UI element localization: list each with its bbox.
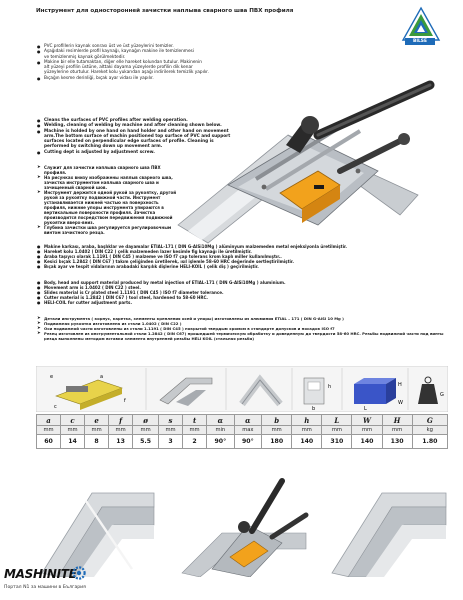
russian-description — [36, 165, 181, 235]
list-item: ● HELI-COIL for cutter adjustment parts. — [36, 300, 446, 305]
list-item: ● Makine bir elle tutamaktan, diğer elle hareket kolundan tutulur. Makinenin — [36, 60, 232, 65]
list-item: ➤ На рисунках внизу изображены наплыв сварного шва, зачистка инструментом наплыва сварного шва и зачищенный сварной шов. — [36, 175, 181, 190]
gear-icon — [72, 566, 86, 580]
label-W: W — [398, 400, 403, 406]
machine-on-profile-photo — [176, 473, 312, 577]
value-cell: 5.5 — [133, 435, 159, 449]
value-cell: 140 — [292, 435, 322, 449]
label-h: h — [328, 384, 332, 390]
table-row-units — [37, 426, 448, 435]
unit-cell: mm — [322, 426, 352, 435]
unit-cell: mm — [183, 426, 207, 435]
list-item: ● Cutter material is 1.2842 ( DIN C67 ) tool steel, hardened to 58-60 HRC. — [36, 295, 446, 300]
label-L: L — [364, 406, 367, 412]
label-f: f — [124, 398, 126, 404]
unit-cell: mm — [37, 426, 61, 435]
label-a: a — [100, 374, 104, 380]
symbol-cell: α — [234, 415, 262, 426]
value-cell: 14 — [61, 435, 85, 449]
symbol-cell: s — [159, 415, 183, 426]
value-cell: 1.80 — [412, 435, 447, 449]
symbol-cell: c — [61, 415, 85, 426]
symbol-cell: t — [183, 415, 207, 426]
symbol-cell: ø — [133, 415, 159, 426]
list-item: ● Body, head and support material produced by metal injection of ETIAL-171 ( DIN G-AlSi10Mg ) aluminium. — [36, 280, 446, 285]
list-item: ● Machine is holded by one hand on hand holder and other hand on movement arm.The bottom surface of machin positioned top surface of PVC and support surfaces located on perpendicular edge surfaces of profile. Cleaning is performed by switching down up movement arm. — [36, 129, 232, 150]
value-cell: 90° — [234, 435, 262, 449]
table-row-symbols — [37, 415, 448, 426]
symbol-cell: L — [322, 415, 352, 426]
list-item: ● Aşağıdaki resimlerde profil kaynağı, kaynağın makine ile temizlenmesi — [36, 49, 232, 54]
turkish-materials — [36, 244, 446, 269]
russian-materials — [36, 317, 456, 342]
list-item-continued: alt yüzeyi profilin üstüne, alttaki dayama yüzeylerde profilin dik kenar — [44, 65, 193, 71]
welded-corner-photo — [36, 473, 160, 577]
list-item: ➤ Служит для зачистки наплыва сварного шва ПВХ профиля. — [36, 165, 181, 175]
logo-wordmark: BILSE — [405, 38, 435, 45]
value-cell: 90° — [207, 435, 235, 449]
list-item: ➤ Инструмент держится одной рукой за рукоятку, другой рукой за рукоятку подвижной части. Инструмент устанавливается нижней частью на поверхность профиля, нижние упоры инструмента упираются в вертикальные поверхности профиля. Зачистка производится посредством передвижения подвижной рукоятки вверх-вниз. — [36, 190, 181, 225]
value-cell: 140 — [352, 435, 382, 449]
unit-cell: kg — [412, 426, 447, 435]
list-item: ● Movement arm is 1.0402 ( DIN C22 ) steel. — [36, 285, 446, 290]
value-cell: 3 — [159, 435, 183, 449]
symbol-cell: f — [109, 415, 133, 426]
list-item: ● Slides material is Cr plated steel 1.1191 ( DIN C45 ) ISO f7 diameter tolerance. — [36, 290, 446, 295]
dimension-diagrams — [36, 366, 448, 412]
list-item: ● Kesici bıçak 1.2842 ( DIN C67 ) takım çeliğinden üretilerek, ısıl işlemle 58-60 HRC değerinde sertleştirilmiştir. — [36, 259, 446, 264]
value-cell: 8 — [85, 435, 109, 449]
list-item: ➤ Подвижная рукоятка изготовлена из стали 1.0402 ( DIN C22 ) — [36, 322, 456, 327]
weld-cleaning-photos — [36, 473, 450, 577]
list-item-continued: yüzeylerine oturtulur. Hareket kolu yukarıdan aşağı indirilerek temizlik yapılır. — [44, 70, 209, 76]
unit-cell: mm — [61, 426, 85, 435]
list-item-continued: ve temizlenmiş kaynak görülmektedir. — [44, 54, 126, 60]
label-c: c — [54, 404, 57, 410]
specification-table — [36, 414, 448, 449]
value-cell: 60 — [37, 435, 61, 449]
symbol-cell: h — [292, 415, 322, 426]
list-item: ➤ Детали инструмента ( корпус, каретка, элементы крепления осей и упоры) изготовлены из алюминия ETIAL – 171 ( DIN G-AlSi 10 Mg ) — [36, 317, 456, 322]
list-item: ● Cutting dept is adjusted by adjustment screw. — [36, 150, 232, 155]
symbol-cell: b — [262, 415, 292, 426]
unit-cell: mm — [133, 426, 159, 435]
list-item: ➤ Резец изготовлен из инструментальной стали 1.2842 ( DIN C67) прошедшей термическую обработку и доведенную до твердости 58-60 HRC. Резьбы подвижной части под винты резца выполнены методом вставки элемента внутренней резьбы HELI KOIL (стальная резьба) — [36, 332, 456, 342]
unit-cell: max — [234, 426, 262, 435]
unit-cell: mm — [159, 426, 183, 435]
value-cell: 2 — [183, 435, 207, 449]
label-b: b — [312, 406, 316, 412]
symbol-cell: e — [85, 415, 109, 426]
mashinite-logo: MASHINITE — [4, 567, 77, 581]
list-item: ➤ Оси подвижной части изготовлены из стали 1.1191 ( DIN C45 ) покрытой твердым хромом в стандарте допусков и посадок ISO f7 — [36, 327, 456, 332]
unit-cell: mm — [352, 426, 382, 435]
unit-cell: mm — [382, 426, 412, 435]
value-cell: 310 — [322, 435, 352, 449]
list-item: ● Bıçağın kesme derinliği, bıçak ayar vidası ile yapılır. — [36, 76, 232, 81]
symbol-cell: a — [37, 415, 61, 426]
list-item: ● PVC profillerin kaynak sonrası üst ve üst yüzeylerini temizler. — [36, 44, 232, 49]
list-item: ● Hareket kolu 1.0402 ( DIN C22 ) çelik malzemeden lazer kesimle fig kaynağı ile üretilmiştir. — [36, 249, 446, 254]
machine-illustration — [168, 75, 452, 245]
list-item: ● Araba taşıyıcı olarak 1.1191 ( DIN C45 ) malzeme ve ISO f7 çap tolerans krom kaplı miller kullanılmıştır.. — [36, 254, 446, 259]
unit-cell: min — [207, 426, 235, 435]
label-G: G — [440, 392, 444, 398]
list-item: ● Cleans the surfaces of PVC profiles after welding operation. — [36, 118, 232, 123]
english-materials — [36, 280, 446, 305]
value-cell: 130 — [382, 435, 412, 449]
list-item: ● Welding, cleaning of welding by machine and after cleaning shown below. — [36, 123, 232, 128]
unit-cell: mm — [85, 426, 109, 435]
value-cell: 180 — [262, 435, 292, 449]
unit-cell: mm — [109, 426, 133, 435]
brand-subtitle: Портал N1 за машини в България — [4, 585, 86, 590]
symbol-cell: W — [352, 415, 382, 426]
unit-cell: mm — [262, 426, 292, 435]
list-item: ➤ Глубина зачистки шва регулируется регулировочным винтом зачистного резца. — [36, 225, 181, 235]
symbol-cell: G — [412, 415, 447, 426]
list-item: ● Bıçak ayar ve tespit vidalarının arabadaki karşılık dişlerine HELI-KOIL ( çelik diş ) geçirilmiştir. — [36, 264, 446, 269]
symbol-cell: H — [382, 415, 412, 426]
value-cell: 13 — [109, 435, 133, 449]
symbol-cell: α — [207, 415, 235, 426]
label-H: H — [398, 382, 402, 388]
table-row-values — [37, 435, 448, 449]
page-title: Инструмент для односторонней зачистки наплыва сварного шва ПВХ профиля — [36, 8, 294, 14]
label-e: e — [50, 374, 54, 380]
list-item: ● Makine karkası, araba, başlıklar ve dayamalar ETIAL-171 ( DIN G-AlSi10Mg ) alüminyum malzemeden metal enjeksiyonla üretilmiştir. — [36, 244, 446, 249]
unit-cell: mm — [292, 426, 322, 435]
cleaned-corner-photo — [326, 473, 450, 577]
